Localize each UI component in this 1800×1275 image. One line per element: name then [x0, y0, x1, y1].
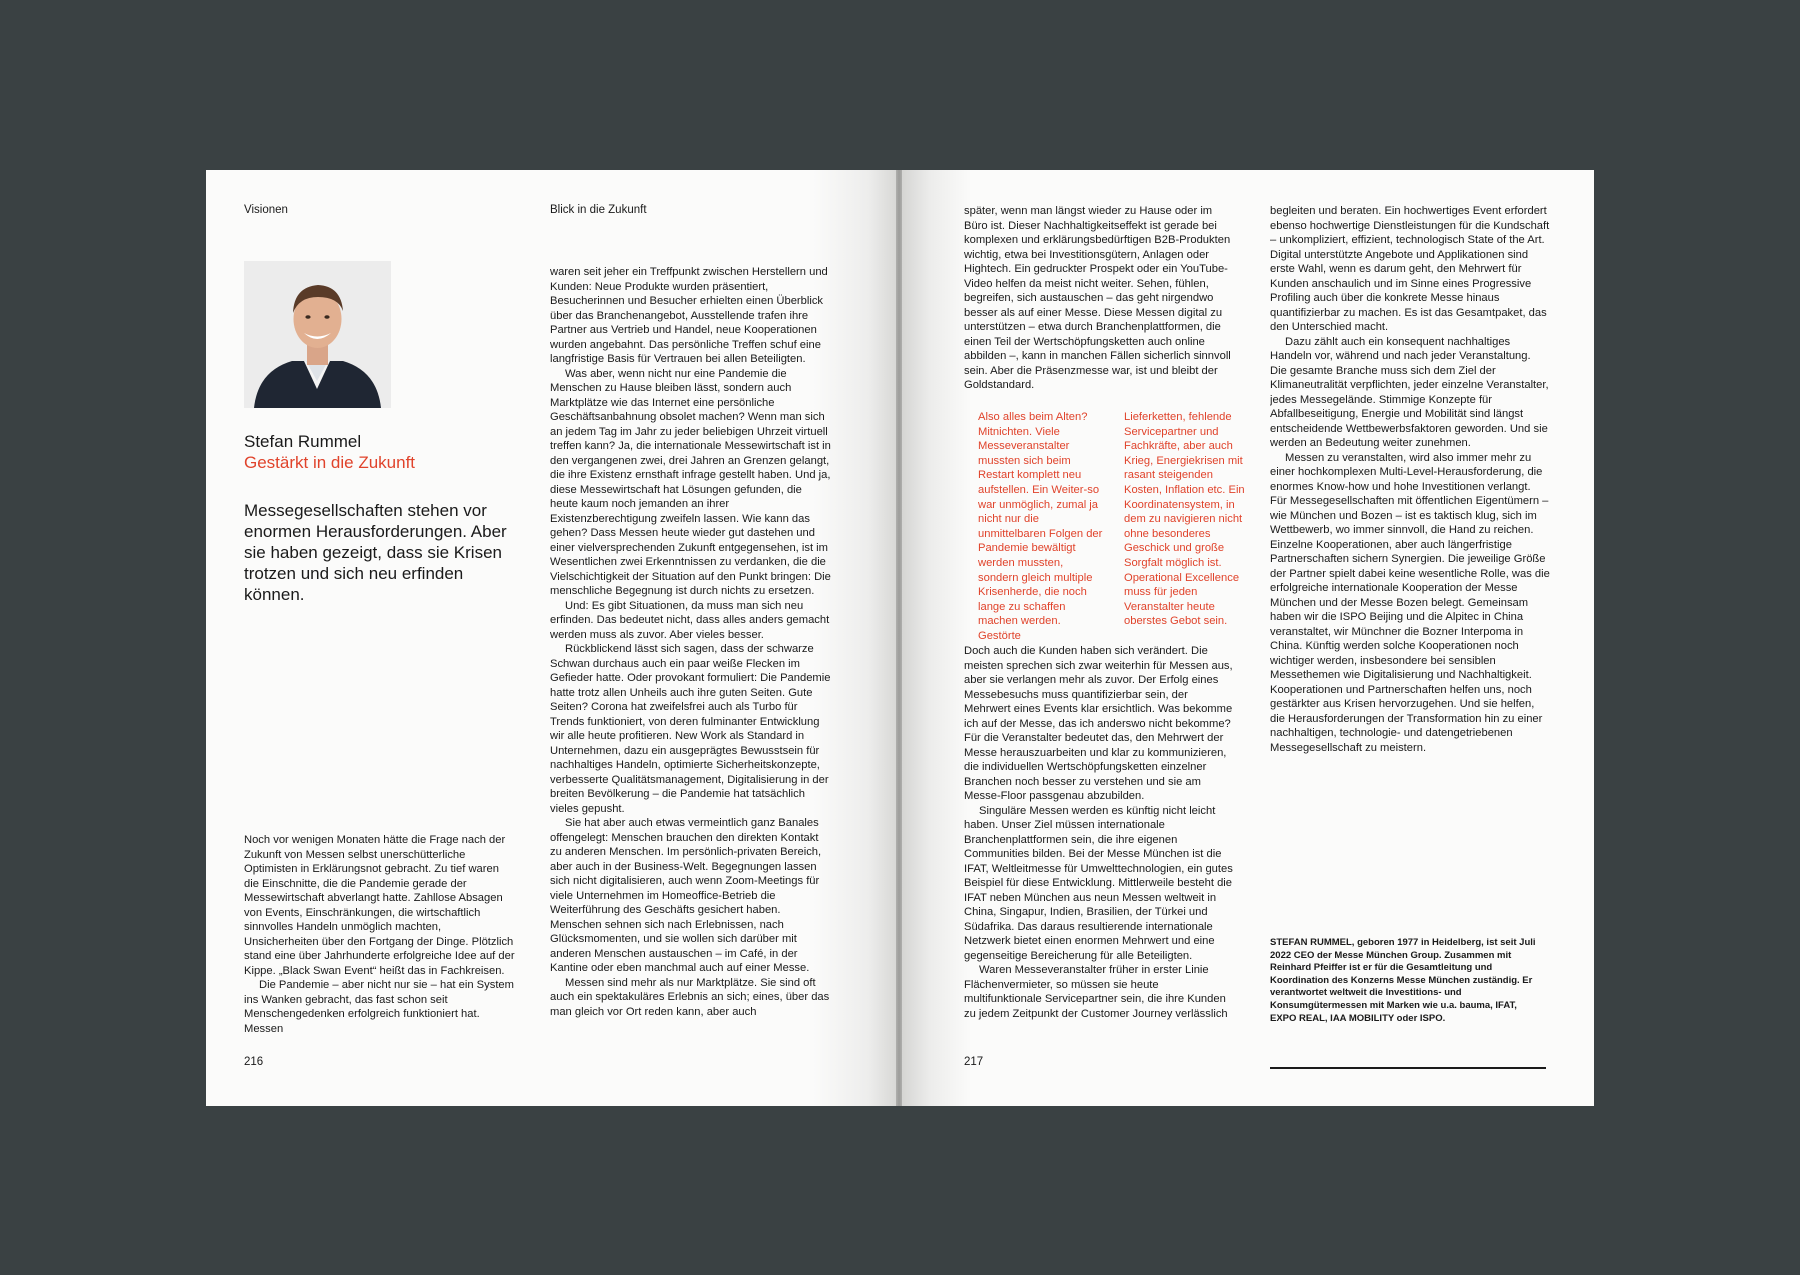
left-page-column-1 [244, 833, 516, 1036]
left-page [206, 170, 896, 1106]
body-paragraph: Dazu zählt auch ein konsequent nachhaltiges Handeln vor, während und nach jeder Veranstaltung. Die gesamte Branche muss sich dem Ziel der Klimaneutralität verpflichten, jeder einzelne Veranstalter, jedes Messegelände. Stimmige Konzepte für Abfallbeseitigung, Energie und Mobilität sind längst entscheidende Wettbewerbsfaktoren geworden. Und sie werden an Bedeutung weiter zunehmen. [1270, 335, 1549, 449]
body-paragraph: Waren Messeveranstalter früher in erster Linie Flächenvermieter, so müssen sie heute multifunktionale Servicepartner sein, die ihre Kunden zu jedem Zeitpunkt der Customer Journey verlässlich [964, 964, 1228, 1020]
pull-quote-right: Lieferketten, fehlende Servicepartner und Fachkräfte, aber auch Krieg, Energiekrisen mit rasant steigenden Kosten, Inflation etc. Ein Koordinatensystem, in dem zu navigieren nicht ohne besonderes Geschick und große Sorgfalt möglich ist. Operational Excellence muss für jeden Veranstalter heute oberstes Gebot sein. [1124, 411, 1245, 628]
right-page [902, 170, 1594, 1106]
body-paragraph: Und: Es gibt Situationen, da muss man sich neu erfinden. Das bedeutet nicht, dass alles anders gemacht werden muss als zuvor. Aber vieles besser. [550, 599, 830, 641]
bio-rule [1270, 1067, 1546, 1069]
body-paragraph: später, wenn man längst wieder zu Hause oder im Büro ist. Dieser Nachhaltigkeitseffekt ist gerade bei komplexen und erklärungsbedürftigen B2B-Produkten wichtig, etwa bei Investitionsgütern, Anlagen oder Hightech. Ein gedruckter Prospekt oder ein YouTube-Video helfen da meist nicht weiter. Sehen, fühlen, begreifen, sich austauschen – das geht nirgendwo besser als auf einer Messe. Diese Messen digital zu unterstützen – etwa durch Branchenplattformen, die einen Teil der Wertschöpfungsketten auch online abbilden –, kann in manchen Fällen sicherlich sinnvoll sein. Aber die Präsenzmesse war, ist und bleibt der Goldstandard. [964, 205, 1231, 391]
body-paragraph: begleiten und beraten. Ein hochwertiges Event erfordert ebenso hochwertige Dienstleistungen für die Kundschaft – unkompliziert, effizient, technologisch State of the Art. Digital unterstützte Angebote und Applikationen sind erste Wahl, wenn es darum geht, den Mehrwert für Kunden anschaulich und im Sinne eines Progressive Profiling auch über die konkrete Messe hinaus quantifizierbar zu machen. Es ist das Gesamtpaket, das den Unterschied macht. [1270, 205, 1550, 333]
body-paragraph: Singuläre Messen werden es künftig nicht leicht haben. Unser Ziel müssen internationale Branchenplattformen sein, die ihre eigenen Communities bilden. Bei der Messe München ist die IFAT, Weltleitmesse für Umwelttechnologien, ein gutes Beispiel für diese Entwicklung. Mittlerweile besteht die IFAT neben München aus neun Messen weltweit in China, Singapur, Indien, Brasilien, der Türkei und Südafrika. Das daraus resultierende internationale Netzwerk bietet einen enormen Mehrwert und eine gegenseitige Bereicherung für alle Beteiligten. [964, 804, 1233, 962]
body-paragraph: Die Pandemie – aber nicht nur sie – hat ein System ins Wanken gebracht, das fast schon seit Menschengedenken erfolgreich funktioniert hat. Messen [244, 979, 514, 1035]
body-paragraph: Noch vor wenigen Monaten hätte die Frage nach der Zukunft von Messen selbst unerschütterliche Optimisten in Erklärungsnot gebracht. Zu tief waren die Einschnitte, die die Pandemie gerade der Messewirtschaft abverlangt hatte. Zahllose Absagen von Events, Einschränkungen, die wirtschaftlich sinnvolles Handeln unmöglich machten, Unsicherheiten über den Fortgang der Dinge. Plötzlich stand eine über Jahrhunderte erfolgreiche Idee auf der Kippe. „Black Swan Event“ heißt das in Fachkreisen. [244, 834, 515, 977]
body-paragraph: Rückblickend lässt sich sagen, dass der schwarze Schwan durchaus auch ein paar weiße Flecken im Gefieder hatte. Oder provokant formuliert: Die Pandemie hatte trotz allen Unheils auch ihre guten Seiten. Gute Seiten? Corona hat zweifelsfrei auch als Turbo für Trends funktioniert, von deren fulminanter Entwicklung wir alle heute profitieren. New Work als Standard in Unternehmen, dazu ein ausgeprägtes Bewusstsein für nachhaltiges Handeln, optimierte Sicherheitskonzepte, verbesserte Qualitätsmanagement, Digitalisierung in der breiten Bevölkerung – die Pandemie hat tatsächlich vieles gepusht. [550, 643, 831, 815]
author-portrait [244, 261, 391, 408]
pull-quote-left: Also alles beim Alten? Mitnichten. Viele Messeveranstalter mussten sich beim Restart komplett neu aufstellen. Ein Weiter-so war unmöglich, zumal ja nicht nur die unmittelbaren Folgen der Pandemie bewältigt werden mussten, sondern gleich multiple Krisenherde, die noch lange zu schaffen machen werden. Gestörte [978, 411, 1103, 642]
body-paragraph: Messen zu veranstalten, wird also immer mehr zu einer hochkomplexen Multi-Level-Herausforderung, die enormes Know-how und hohe Investitionen verlangt. Für Messegesellschaften mit öffentlichen Eigentümern – wie München und Bozen – ist es taktisch klug, sich im Wettbewerb, wo immer sinnvoll, die Hand zu reichen. Einzelne Kooperationen, aber auch längerfristige Partnerschaften sichern Synergien. Die jeweilige Größe der Partner spielt dabei keine wesentliche Rolle, was die erfolgreiche internationale Kooperation der Messe München und der Messe Bozen belegt. Gemeinsam haben wir die ISPO Beijing und die Alpitec in China veranstaltet, wir Münchner die Bozner Interpoma in China. Künftig werden solche Kooperationen noch wichtiger werden, insbesondere bei sensiblen Messethemen wie Digitalisierung und Nachhaltigkeit. Kooperationen und Partnerschaften helfen uns, noch gestärkter aus Krisen hervorzugehen. Und sie helfen, die Herausforderungen der Transformation hin zu einer nachhaltigen, technologie- und datengetriebenen Messegesellschaft zu meistern. [1270, 451, 1550, 754]
author-bio: STEFAN RUMMEL, geboren 1977 in Heidelberg, ist seit Juli 2022 CEO der Messe München Group. Zusammen mit Reinhard Pfeiffer ist er für die Gesamtleitung und Koordination des Konzerns Messe München zuständig. Er verantwortet weltweit die Investitions- und Konsumgütermessen mit Marken wie u.a. bauma, IFAT, EXPO REAL, IAA MOBILITY oder ISPO. [1270, 937, 1536, 1024]
article-title: Gestärkt in die Zukunft [244, 453, 416, 472]
lead-paragraph: Messegesellschaften stehen vor enormen Herausforderungen. Aber sie haben gezeigt, dass sie Krisen trotzen und sich neu erfinden können. [244, 501, 507, 604]
body-paragraph: Messen sind mehr als nur Marktplätze. Sie sind oft auch ein spektakuläres Erlebnis an sich; eines, über das man gleich vor Ort reden kann, aber auch [550, 976, 830, 1018]
left-page-column-2 [550, 265, 832, 1045]
running-head-left: Visionen [244, 204, 288, 216]
right-page-column-1-bottom [964, 644, 1236, 1056]
running-head-right: Blick in die Zukunft [550, 204, 647, 216]
page-number-right: 217 [964, 1056, 984, 1068]
body-paragraph: Doch auch die Kunden haben sich verändert. Die meisten sprechen sich zwar weiterhin für Messen aus, aber sie verlangen mehr als zuvor. Der Erfolg eines Messebesuchs muss quantifizierbar sein, der Mehrwert eines Events klar ersichtlich. Was bekomme ich auf der Messe, das ich anderswo nicht bekomme? Für die Veranstalter bedeutet das, den Mehrwert der Messe herauszuarbeiten und klar zu kommunizieren, die individuellen Wertschöpfungsketten einzelner Branchen noch besser zu verstehen und sie am Messe-Floor passgenau abzubilden. [964, 645, 1233, 802]
body-paragraph: waren seit jeher ein Treffpunkt zwischen Herstellern und Kunden: Neue Produkte wurden präsentiert, Besucherinnen und Besucher erhielten einen Überblick über das Branchenangebot, Ausstellende trafen ihre Partner aus Vertrieb und Handel, neue Kooperationen wurden angebahnt. Das persönliche Treffen schuf eine langfristige Basis für Vertrauen bei allen Beteiligten. [550, 266, 828, 365]
right-page-column-1-top [964, 204, 1236, 393]
body-paragraph: Sie hat aber auch etwas vermeintlich ganz Banales offengelegt: Menschen brauchen den direkten Kontakt zu anderen Menschen. Im persönlich-privaten Bereich, aber auch in der Business-Welt. Begegnungen lassen sich nicht digitalisieren, auch wenn Zoom-Meetings für viele Unternehmen im Homeoffice-Betrieb die Weiterführung des Geschäfts gesichert haben. Menschen sehnen sich nach Erlebnissen, nach Glücksmomenten, und sie wollen sich darüber mit anderen Menschen austauschen – im Café, in der Kantine oder eben manchmal auch auf einer Messe. [550, 817, 822, 974]
portrait-image [244, 261, 391, 408]
author-name: Stefan Rummel [244, 432, 362, 451]
body-paragraph: Was aber, wenn nicht nur eine Pandemie die Menschen zu Hause bleiben lässt, sondern auch Marktplätze wie das Internet eine persönliche Geschäftsanbahnung obsolet machen? Wenn man sich an jedem Tag im Jahr zu jeder beliebigen Uhrzeit virtuell treffen kann? Ja, die internationale Messewirtschaft ist in den vergangenen zwei, drei Jahren an Grenzen gelangt, die ihre Existenz ernsthaft infrage gestellt haben. Und ja, diese Messewirtschaft hat Lösungen gefunden, die heute kaum noch jemanden an ihrer Existenzberechtigung zweifeln lassen. Wie kann das gehen? Dass Messen heute wieder gut dastehen und einer vielversprechenden Zukunft entgegensehen, ist im Wesentlichen zwei Erkenntnissen zu verdanken, die die Vielschichtigkeit der Situation auf den Punkt bringen: Die menschliche Begegnung ist durch nichts zu ersetzen. [550, 367, 831, 597]
page-number-left: 216 [244, 1056, 264, 1068]
right-page-column-2 [1270, 204, 1550, 764]
